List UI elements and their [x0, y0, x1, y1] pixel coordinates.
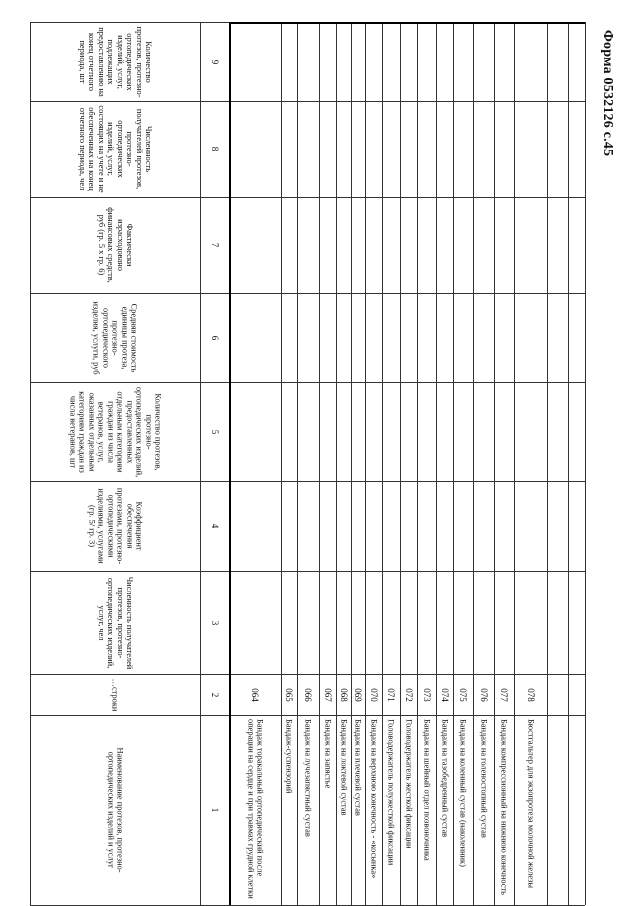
row-rule — [547, 22, 548, 905]
form-code-label — [596, 18, 618, 168]
row-name-cell — [494, 715, 514, 905]
row-name: Бандаж на шейный отдел позвоночника — [422, 719, 432, 861]
data-cell[interactable] — [319, 101, 336, 197]
row-name-cell — [351, 715, 365, 905]
row-name-cell — [336, 715, 351, 905]
row-code: 066 — [303, 687, 314, 702]
data-cell[interactable] — [229, 481, 281, 571]
column-number-text: 3 — [209, 620, 220, 625]
data-cell[interactable] — [494, 197, 514, 293]
data-cell[interactable] — [514, 197, 547, 293]
row-name: Бюстгальтер для экзопротеза молочной железы — [526, 719, 536, 889]
data-cell[interactable] — [514, 571, 547, 674]
row-name-cell — [400, 715, 417, 905]
row-name-cell — [365, 715, 382, 905]
header-text-2: …строки — [110, 678, 120, 711]
column-number-text: 6 — [209, 335, 220, 340]
data-cell[interactable] — [473, 571, 494, 674]
column-number-8 — [200, 101, 229, 197]
data-cell[interactable] — [319, 293, 336, 382]
data-cell[interactable] — [229, 293, 281, 382]
data-cell[interactable] — [229, 101, 281, 197]
data-cell[interactable] — [351, 571, 365, 674]
row-code-cell — [400, 674, 417, 715]
data-cell[interactable] — [417, 571, 436, 674]
form-code-text: Форма 0532126 с.45 — [600, 29, 615, 157]
data-cell[interactable] — [336, 22, 351, 101]
data-cell[interactable] — [400, 197, 417, 293]
data-cell[interactable] — [494, 22, 514, 101]
row-code-cell — [494, 674, 514, 715]
header-cell-4 — [30, 481, 200, 571]
data-cell[interactable] — [453, 101, 473, 197]
header-cell-8 — [30, 101, 200, 197]
header-cell-3 — [30, 571, 200, 674]
data-cell[interactable] — [400, 293, 417, 382]
header-cell-7 — [30, 197, 200, 293]
row-name-cell — [514, 715, 547, 905]
data-cell[interactable] — [382, 22, 400, 101]
data-cell[interactable] — [473, 101, 494, 197]
row-code-cell — [514, 674, 547, 715]
data-cell[interactable] — [473, 22, 494, 101]
header-cell-2 — [30, 674, 200, 715]
row-code: 074 — [439, 687, 450, 702]
column-number-4 — [200, 481, 229, 571]
row-name-cell — [297, 715, 319, 905]
data-cell[interactable] — [336, 293, 351, 382]
row-name: Бандаж на лучезапястный сустав — [303, 719, 313, 837]
data-cell[interactable] — [365, 293, 382, 382]
row-name-cell — [436, 715, 453, 905]
data-cell[interactable] — [436, 481, 453, 571]
column-number-text: 8 — [209, 146, 220, 152]
data-cell[interactable] — [229, 22, 281, 101]
data-cell[interactable] — [453, 481, 473, 571]
data-cell[interactable] — [382, 571, 400, 674]
data-cell[interactable] — [494, 382, 514, 481]
data-cell[interactable] — [514, 101, 547, 197]
column-number-1 — [200, 715, 229, 905]
header-text-8: Численность получателей протезов, протезно-ортопедических изделий, услуг, состоящих на учете и не обеспеченных на конец отчетного периода, чел — [77, 105, 153, 193]
data-cell[interactable] — [336, 197, 351, 293]
header-text-1: Наименование протезов, протезно-ортопедических изделий и услуг — [106, 747, 125, 873]
data-cell[interactable] — [514, 293, 547, 382]
data-cell[interactable] — [351, 481, 365, 571]
data-cell[interactable] — [436, 382, 453, 481]
row-code-cell — [297, 674, 319, 715]
data-cell[interactable] — [319, 481, 336, 571]
row-code-cell — [351, 674, 365, 715]
row-code-cell — [453, 674, 473, 715]
data-cell[interactable] — [494, 293, 514, 382]
data-cell[interactable] — [436, 571, 453, 674]
row-code: 077 — [499, 687, 510, 702]
data-cell[interactable] — [400, 101, 417, 197]
data-cell[interactable] — [365, 382, 382, 481]
data-cell[interactable] — [281, 293, 297, 382]
header-text-3: Численность получателей протезов, протезно-ортопедических изделий, услуг, чел — [96, 576, 134, 669]
column-number-9 — [200, 22, 229, 101]
data-cell[interactable] — [365, 22, 382, 101]
header-cell-6 — [30, 293, 200, 382]
row-code-cell — [417, 674, 436, 715]
row-code: 070 — [368, 687, 379, 702]
row-code-cell — [229, 674, 281, 715]
row-name: Бандаж на локтевой сустав — [339, 719, 349, 816]
data-cell[interactable] — [336, 382, 351, 481]
row-code: 071 — [386, 687, 397, 702]
row-code: 075 — [458, 687, 469, 702]
data-cell[interactable] — [319, 382, 336, 481]
column-number-text: 4 — [209, 523, 220, 529]
data-cell[interactable] — [351, 197, 365, 293]
header-cell-9 — [30, 22, 200, 101]
row-name: Головодержатель полужесткой фиксации — [386, 719, 396, 866]
row-code: 078 — [525, 687, 536, 702]
data-cell[interactable] — [417, 382, 436, 481]
data-cell[interactable] — [494, 101, 514, 197]
data-cell[interactable] — [400, 481, 417, 571]
column-number-6 — [200, 293, 229, 382]
data-cell[interactable] — [453, 571, 473, 674]
row-name: Бандаж на коленный сустав (наколенник) — [458, 719, 468, 867]
row-name: Бандаж-суспензорий — [284, 719, 294, 794]
data-cell[interactable] — [436, 22, 453, 101]
data-cell[interactable] — [281, 101, 297, 197]
row-name-cell — [319, 715, 336, 905]
header-text-6: Средняя стоимость единицы протеза, протезно-ортопедического изделия, услуги, руб — [91, 300, 139, 375]
data-cell[interactable] — [351, 101, 365, 197]
row-code-cell — [319, 674, 336, 715]
data-cell[interactable] — [281, 382, 297, 481]
data-cell[interactable] — [336, 571, 351, 674]
data-cell[interactable] — [365, 197, 382, 293]
row-code-cell — [473, 674, 494, 715]
header-cell-1 — [30, 715, 200, 905]
data-cell[interactable] — [351, 382, 365, 481]
column-number-text: 2 — [209, 692, 220, 697]
data-cell[interactable] — [400, 571, 417, 674]
data-cell[interactable] — [473, 197, 494, 293]
row-code-cell — [365, 674, 382, 715]
row-code-cell — [281, 674, 297, 715]
row-code-cell — [436, 674, 453, 715]
column-number-3 — [200, 571, 229, 674]
data-cell[interactable] — [436, 197, 453, 293]
column-number-text: 5 — [209, 429, 220, 434]
row-code: 068 — [338, 687, 349, 702]
column-number-text: 7 — [209, 242, 220, 248]
data-cell[interactable] — [473, 481, 494, 571]
header-text-5: Количество протезов, протезно-ортопедических изделий, предоставленных отдельным категориям граждан из числа ветеранов, услуг, оказанных отдельным категориям граждан из числа ветеранов, шт — [68, 386, 163, 477]
row-name-cell — [453, 715, 473, 905]
data-cell[interactable] — [297, 22, 319, 101]
data-cell[interactable] — [494, 571, 514, 674]
data-cell[interactable] — [514, 382, 547, 481]
row-name-cell — [473, 715, 494, 905]
row-name: Бандаж торакальный ортопедический после операции на сердце и при травмах грудной клетки — [246, 719, 265, 899]
data-cell[interactable] — [365, 481, 382, 571]
row-name-cell — [281, 715, 297, 905]
row-name-cell — [229, 715, 281, 905]
row-name-cell — [417, 715, 436, 905]
header-text-7: Фактически израсходовано финансовых средств, руб (гр. 5 х гр. 6) — [96, 207, 134, 283]
data-cell[interactable] — [319, 571, 336, 674]
data-cell[interactable] — [229, 197, 281, 293]
row-name: Бандаж на тазобедренный сустав — [440, 719, 450, 838]
column-number-7 — [200, 197, 229, 293]
data-cell[interactable] — [417, 481, 436, 571]
data-cell[interactable] — [382, 481, 400, 571]
row-code: 073 — [421, 687, 432, 702]
data-cell[interactable] — [417, 101, 436, 197]
data-cell[interactable] — [297, 293, 319, 382]
row-rule — [585, 22, 586, 905]
row-code: 076 — [478, 687, 489, 702]
data-cell[interactable] — [281, 571, 297, 674]
data-cell[interactable] — [297, 101, 319, 197]
row-name: Бандаж на голеностопный сустав — [479, 719, 489, 838]
data-cell[interactable] — [436, 293, 453, 382]
row-name: Бандаж на плечевой сустав — [353, 719, 363, 816]
row-code: 072 — [403, 687, 414, 702]
data-cell[interactable] — [514, 481, 547, 571]
column-number-text: 1 — [209, 807, 220, 813]
data-cell[interactable] — [453, 22, 473, 101]
data-cell[interactable] — [281, 197, 297, 293]
data-cell[interactable] — [319, 197, 336, 293]
data-cell[interactable] — [453, 197, 473, 293]
data-cell[interactable] — [436, 101, 453, 197]
header-text-4: Коэффициент обеспечения протезами, протезно-ортопедическими изделиями, услугами (гр. 5/ гр. 3) — [87, 487, 144, 565]
data-cell[interactable] — [382, 101, 400, 197]
data-cell[interactable] — [400, 382, 417, 481]
data-cell[interactable] — [365, 101, 382, 197]
data-cell[interactable] — [229, 571, 281, 674]
row-code-cell — [336, 674, 351, 715]
data-cell[interactable] — [473, 293, 494, 382]
row-name: Бандаж на верхнюю конечность - «косынка» — [369, 719, 379, 879]
data-cell[interactable] — [400, 22, 417, 101]
row-code: 069 — [353, 687, 364, 702]
data-cell[interactable] — [229, 382, 281, 481]
data-cell[interactable] — [297, 197, 319, 293]
row-code: 064 — [250, 687, 261, 702]
data-cell[interactable] — [514, 22, 547, 101]
data-cell[interactable] — [281, 22, 297, 101]
data-cell[interactable] — [453, 382, 473, 481]
data-cell[interactable] — [473, 382, 494, 481]
data-cell[interactable] — [494, 481, 514, 571]
data-cell[interactable] — [382, 293, 400, 382]
row-code: 067 — [322, 687, 333, 702]
column-number-text: 9 — [209, 59, 220, 64]
row-name: Бандаж компрессионный на нижнюю конечность — [499, 719, 509, 895]
row-name: Головодержатель жесткой фиксации — [404, 719, 414, 849]
row-code: 065 — [284, 687, 295, 702]
data-cell[interactable] — [297, 571, 319, 674]
data-cell[interactable] — [417, 197, 436, 293]
row-name: Бандаж на запястье — [323, 719, 333, 789]
data-cell[interactable] — [382, 197, 400, 293]
data-cell[interactable] — [417, 293, 436, 382]
data-cell[interactable] — [382, 382, 400, 481]
data-cell[interactable] — [453, 293, 473, 382]
data-cell[interactable] — [297, 382, 319, 481]
data-cell[interactable] — [365, 571, 382, 674]
column-number-2 — [200, 674, 229, 715]
data-cell[interactable] — [336, 481, 351, 571]
column-number-5 — [200, 382, 229, 481]
row-rule — [568, 22, 569, 905]
data-cell[interactable] — [281, 481, 297, 571]
header-cell-5 — [30, 382, 200, 481]
data-cell[interactable] — [351, 22, 365, 101]
data-cell[interactable] — [417, 22, 436, 101]
data-cell[interactable] — [319, 22, 336, 101]
data-cell[interactable] — [351, 293, 365, 382]
row-name-cell — [382, 715, 400, 905]
row-code-cell — [382, 674, 400, 715]
data-cell[interactable] — [336, 101, 351, 197]
header-text-9: Количество протезов, протезно-ортопедических изделий, услуг, подлежащих предоставлению на конец отчетного периода, шт — [77, 26, 153, 97]
data-cell[interactable] — [297, 481, 319, 571]
